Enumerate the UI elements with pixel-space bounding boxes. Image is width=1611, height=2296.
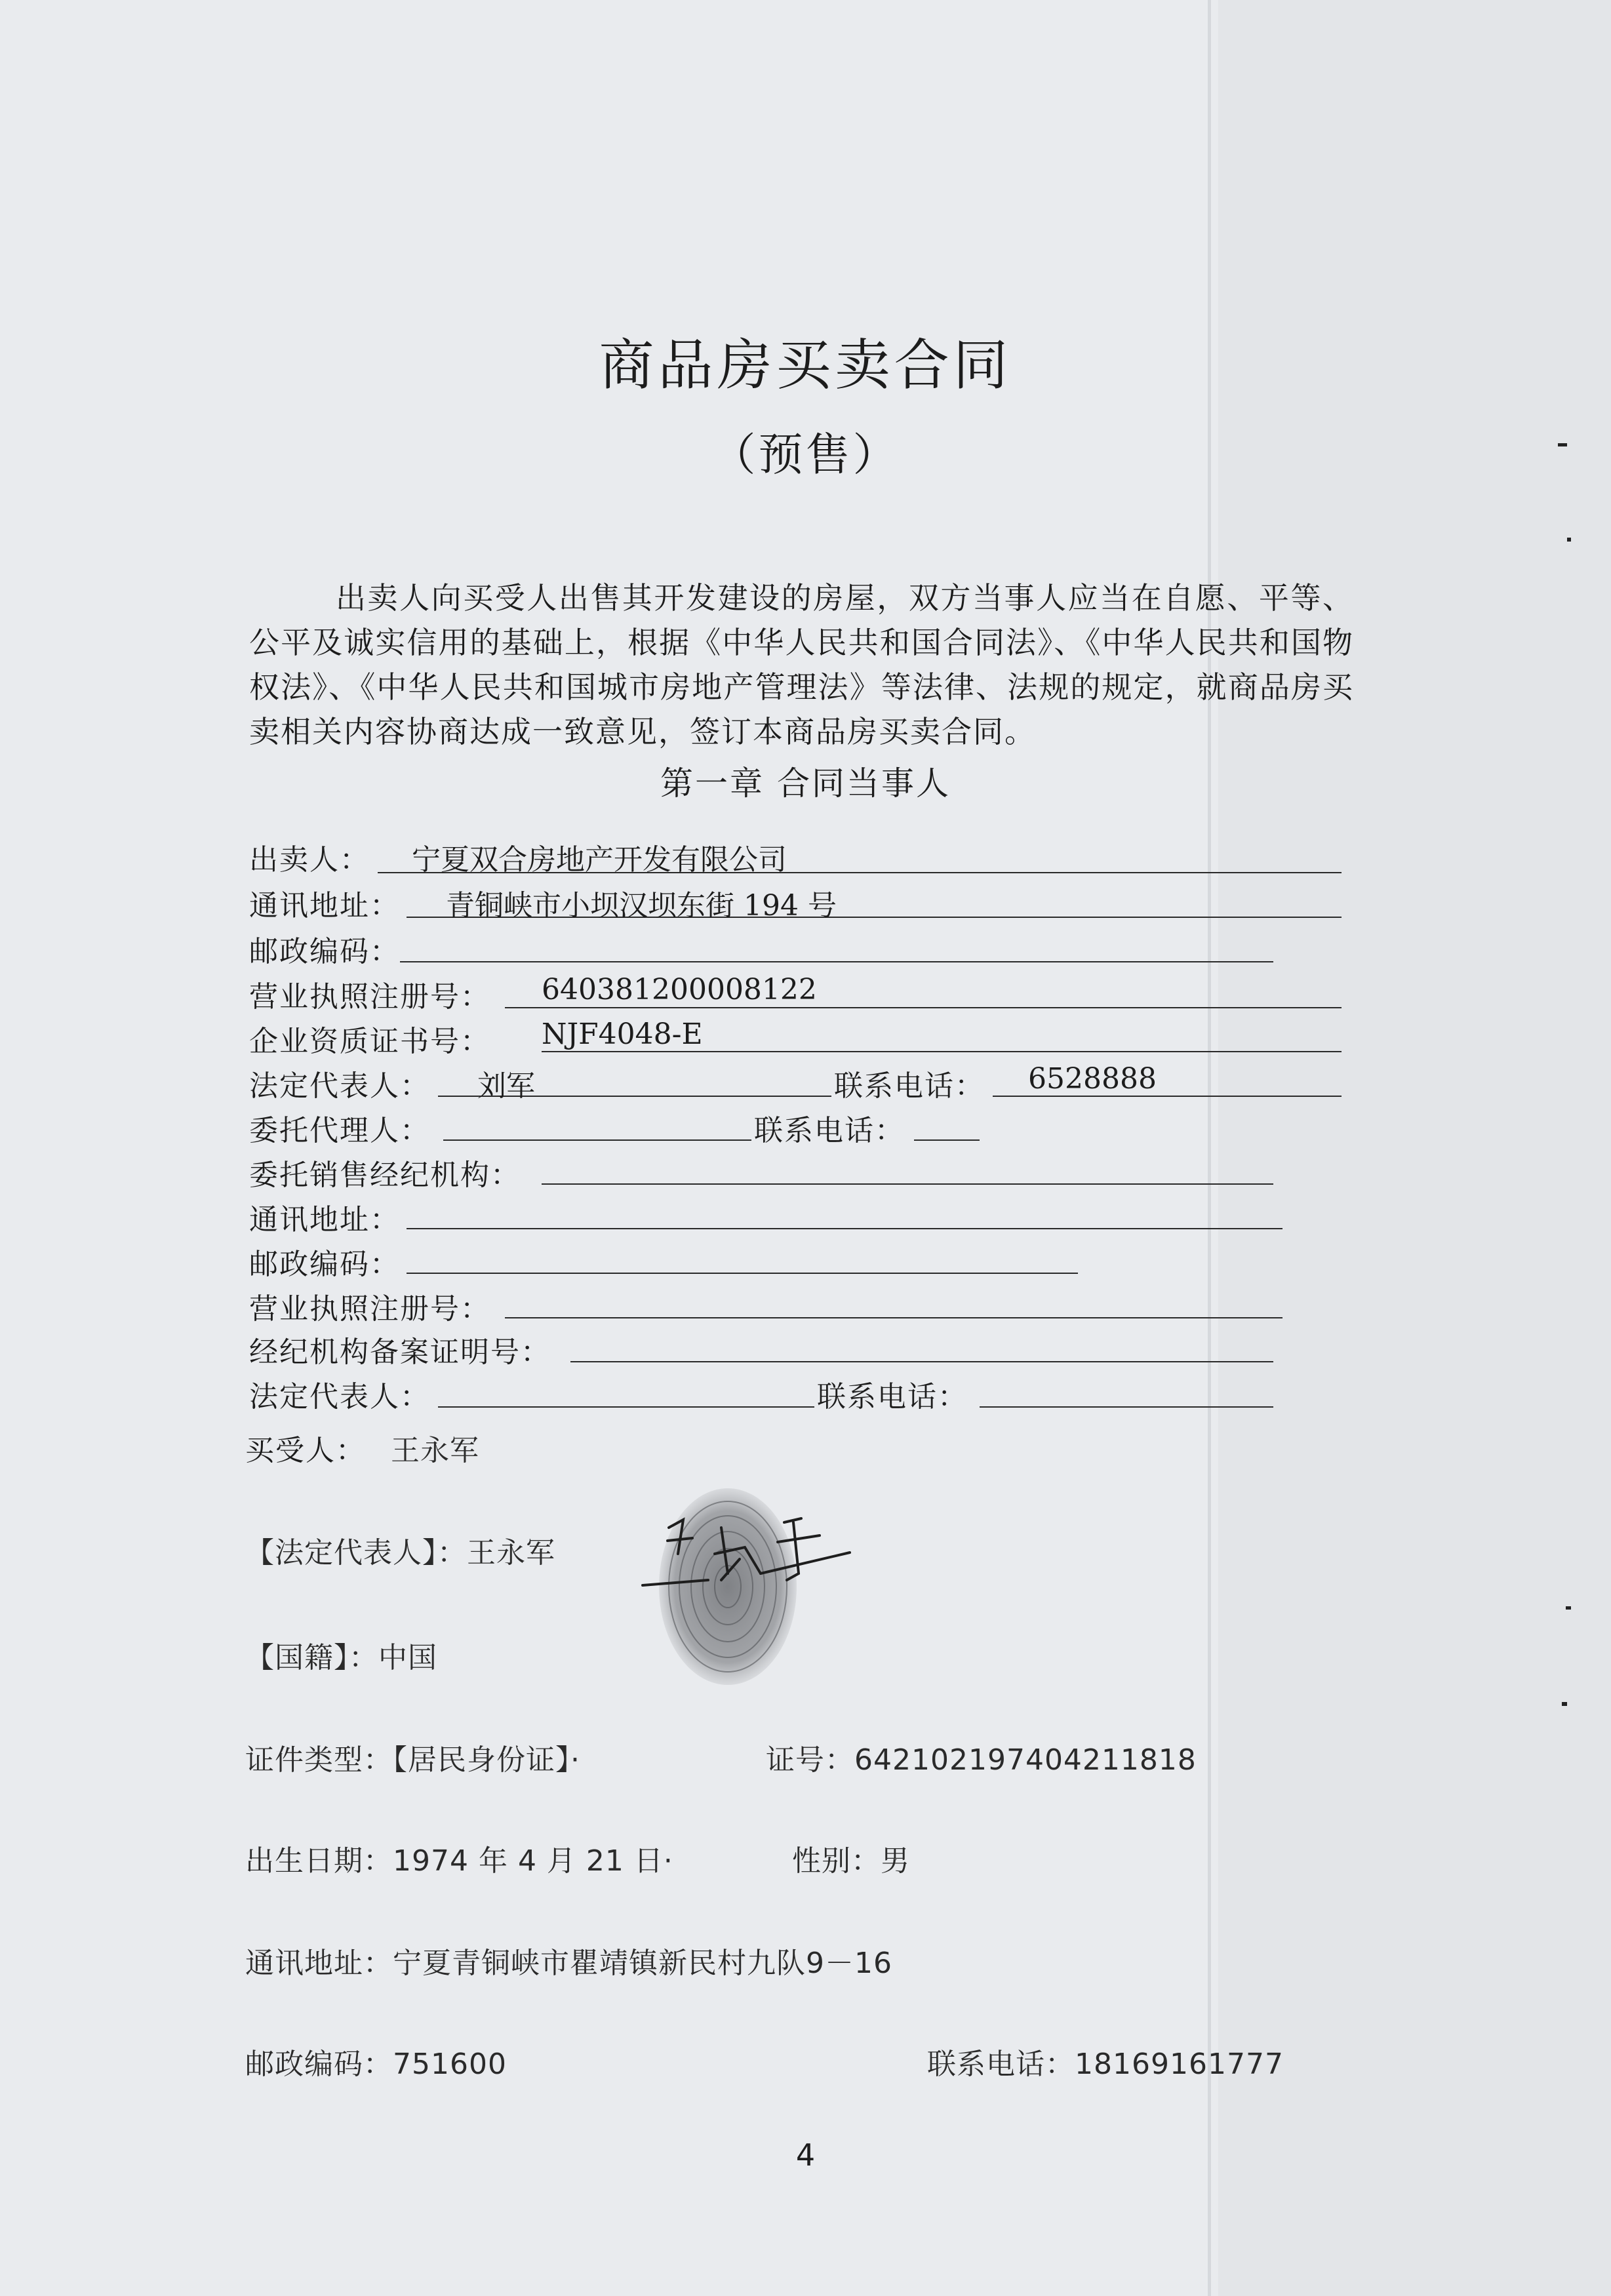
buyer-id-number: 证号：642102197404211818 (766, 1743, 1197, 1777)
agency-rep-label: 法定代表人： (249, 1380, 430, 1414)
agency-address-underline (407, 1228, 1283, 1229)
seller-phone-underline (993, 1096, 1342, 1097)
agency-license-label: 营业执照注册号： (249, 1292, 490, 1326)
seller-label: 出卖人： (249, 843, 370, 877)
seller-agent-phone-underline (914, 1139, 980, 1141)
chapter-heading: 第一章 合同当事人 (660, 764, 951, 802)
seller-address-label: 通讯地址： (249, 889, 400, 922)
buyer-gender: 性别：男 (792, 1844, 910, 1878)
seller-qualification-label: 企业资质证书号： (249, 1025, 490, 1058)
agency-label: 委托销售经纪机构： (249, 1158, 521, 1192)
agency-rep-underline (438, 1406, 814, 1408)
agency-record-label: 经纪机构备案证明号： (249, 1336, 551, 1369)
seller-phone-value: 6528888 (1028, 1062, 1157, 1096)
fingerprint-signature (629, 1482, 879, 1698)
seller-qualification-underline (542, 1051, 1342, 1052)
seller-address-value: 青铜峡市小坝汉坝东街 194 号 (446, 889, 837, 922)
buyer-legal-rep: 【法定代表人】：王永军 (245, 1536, 555, 1570)
seller-legal-rep-value: 刘军 (477, 1069, 535, 1103)
agency-address-label: 通讯地址： (249, 1203, 400, 1237)
seller-license-underline (505, 1007, 1342, 1008)
seller-qualification-value: NJF4048-E (542, 1018, 703, 1051)
scan-speck (1558, 443, 1567, 446)
buyer-nationality: 【国籍】：中国 (245, 1641, 437, 1674)
buyer-id-type: 证件类型：【居民身份证】· (245, 1743, 580, 1777)
agency-license-underline (505, 1317, 1283, 1318)
scan-speck (1562, 1702, 1567, 1706)
agency-phone-label: 联系电话： (817, 1380, 968, 1414)
agency-record-underline (570, 1361, 1273, 1362)
page-number: 4 (795, 2137, 816, 2173)
contract-subtitle: （预售） (711, 429, 900, 481)
seller-agent-phone-label: 联系电话： (754, 1114, 905, 1147)
seller-license-label: 营业执照注册号： (249, 980, 490, 1014)
seller-license-value: 640381200008122 (542, 973, 817, 1006)
seller-agent-underline (443, 1139, 751, 1141)
seller-postcode-underline (400, 961, 1273, 962)
buyer-phone: 联系电话：18169161777 (927, 2048, 1284, 2081)
seller-postcode-label: 邮政编码： (249, 935, 400, 968)
scan-speck (1566, 1606, 1571, 1610)
agency-postcode-label: 邮政编码： (249, 1248, 400, 1281)
scan-speck (1567, 538, 1571, 542)
seller-phone-label: 联系电话： (834, 1069, 985, 1103)
buyer-birth-date: 出生日期：1974 年 4 月 21 日· (245, 1844, 673, 1878)
contract-title: 商品房买卖合同 (599, 333, 1012, 397)
seller-legal-rep-label: 法定代表人： (249, 1069, 430, 1103)
seller-value: 宁夏双合房地产开发有限公司 (412, 843, 787, 877)
agency-postcode-underline (407, 1273, 1078, 1274)
agency-underline (542, 1183, 1273, 1185)
intro-paragraph: 出卖人向买受人出售其开发建设的房屋，双方当事人应当在自愿、平等、公平及诚实信用的基础上，根据《中华人民共和国合同法》、《中华人民共和国物权法》、《中华人民共和国城市房地产管理法》等法律、法规的规定，就商品房买卖相关内容协商达成一致意见，签订本商品房买卖合同。 (249, 580, 1354, 749)
buyer-label: 买受人： (245, 1434, 366, 1467)
buyer-address: 通讯地址：宁夏青铜峡市瞿靖镇新民村九队9－16 (245, 1947, 892, 1980)
buyer-postcode: 邮政编码：751600 (245, 2048, 507, 2081)
agency-phone-underline (980, 1406, 1273, 1408)
buyer-value: 王永军 (391, 1434, 479, 1467)
seller-agent-label: 委托代理人： (249, 1114, 430, 1147)
